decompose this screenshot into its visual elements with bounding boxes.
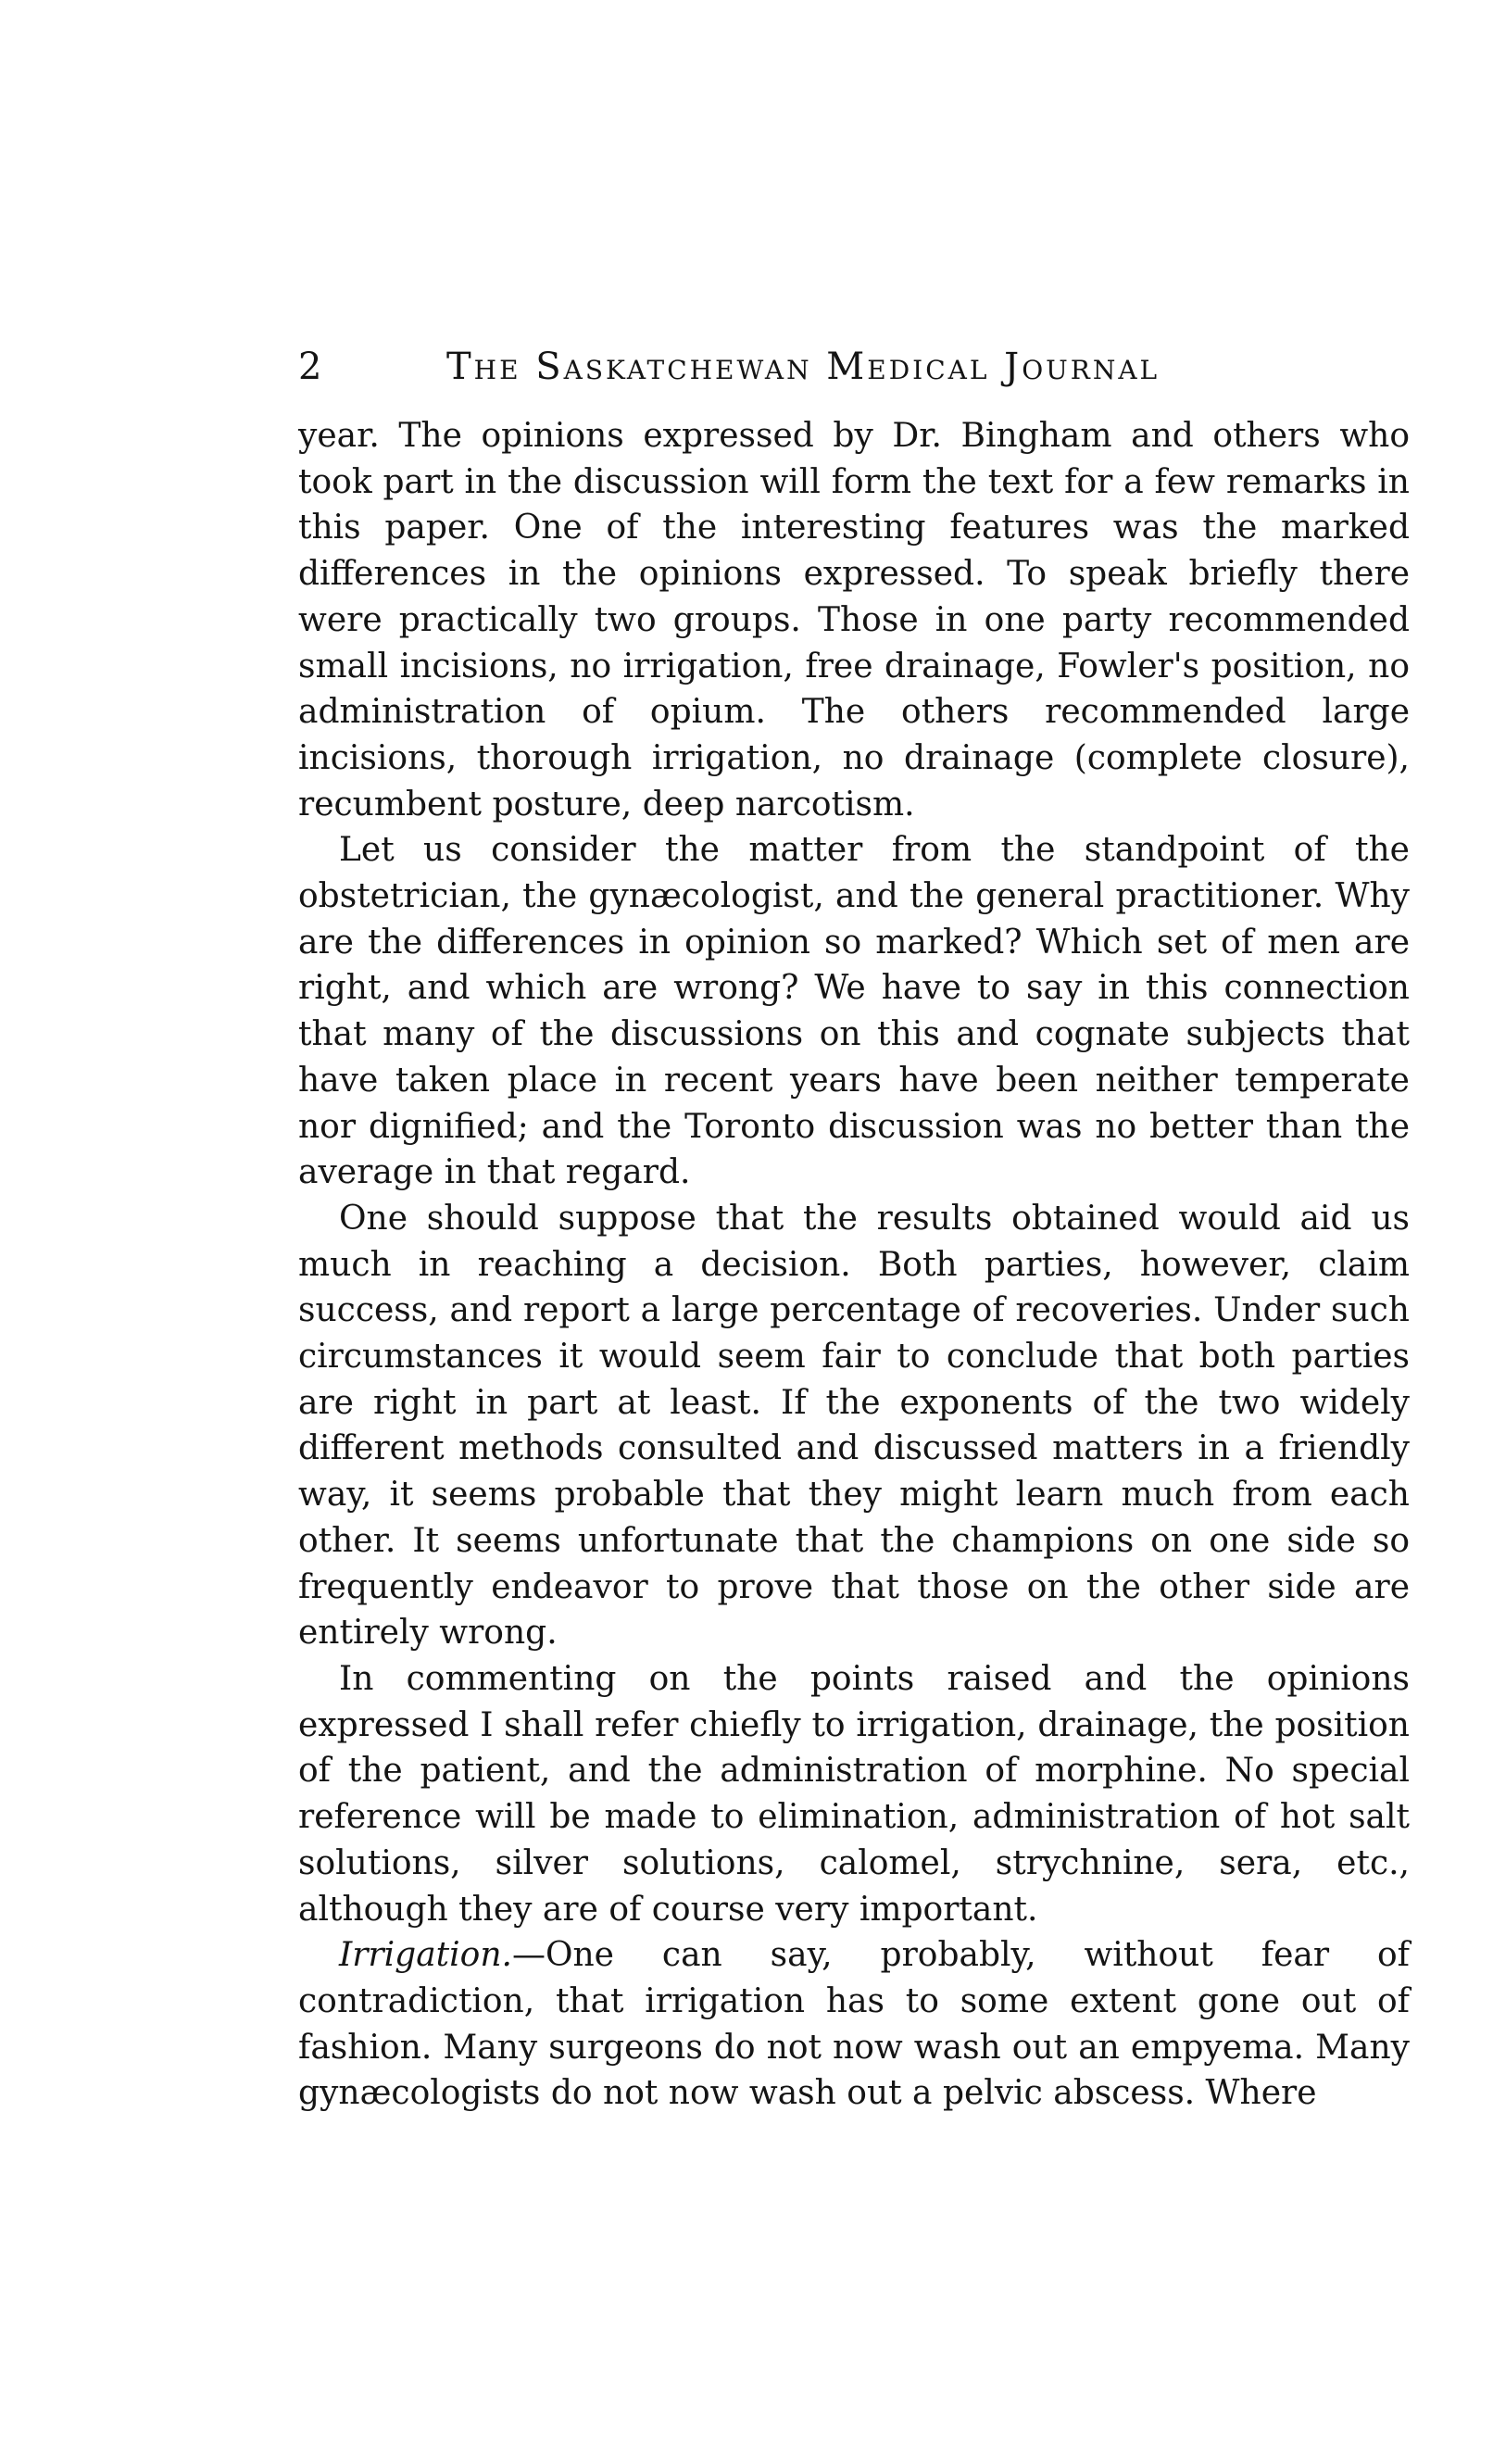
paragraph-4: In commenting on the points raised and the opinions expressed I shall refer chiefly to irrigation, drainage, the position of the patient, and the administration of morphine. No special reference will be made to elimination, administration of hot salt solutions, silver solutions, calomel, strychnine, sera, etc., although they are of course very important. <box>298 1659 1410 1929</box>
paragraph-2: Let us consider the matter from the standpoint of the obstetrician, the gynæcologist, and the general practitioner. Why are the differences in opinion so marked? Which set of men are right, and which are wrong? We have to say in this connection that many of the discussions on this and cognate subjects that have taken place in recent years have been neither temperate nor dignified; and the Toronto discussion was no better than the average in that regard. <box>298 831 1410 1192</box>
page-number: 2 <box>298 346 322 388</box>
paragraph-3: One should suppose that the results obtained would aid us much in reaching a decision. Both parties, however, claim success, and report a large percentage of recoveries. Under such circumstances it would seem fair to conclude that both parties are right in part at least. If the exponents of the two widely different methods consulted and discussed matters in a friendly way, it seems probable that they might learn much from each other. It seems unfortunate that the champions on one side so frequently endeavor to prove that those on the other side are entirely wrong. <box>298 1199 1410 1653</box>
paragraph-5-text: —One can say, probably, without fear of contradiction, that irrigation has to some extent gone out of fashion. Many surgeons do not now wash out an empyema. Many gynæcologists do not now wash out a pelvic abscess. Where <box>298 1936 1410 2113</box>
paragraph-1: year. The opinions expressed by Dr. Bingham and others who took part in the discussion will form the text for a few remarks in this paper. One of the interesting features was the marked differences in the opinions expressed. To speak briefly there were practically two groups. Those in one party recommended small incisions, no irrigation, free drainage, Fowler's position, no administration of opium. The others recommended large incisions, thorough irrigation, no drainage (complete closure), recumbent posture, deep narcotism. <box>298 417 1410 823</box>
section-heading-irrigation: Irrigation. <box>339 1936 512 1975</box>
running-head <box>298 339 1410 395</box>
paragraph-5 <box>298 1932 1410 2117</box>
body-text <box>298 413 1410 2117</box>
journal-title: The Saskatchewan Medical Journal <box>446 346 1161 388</box>
